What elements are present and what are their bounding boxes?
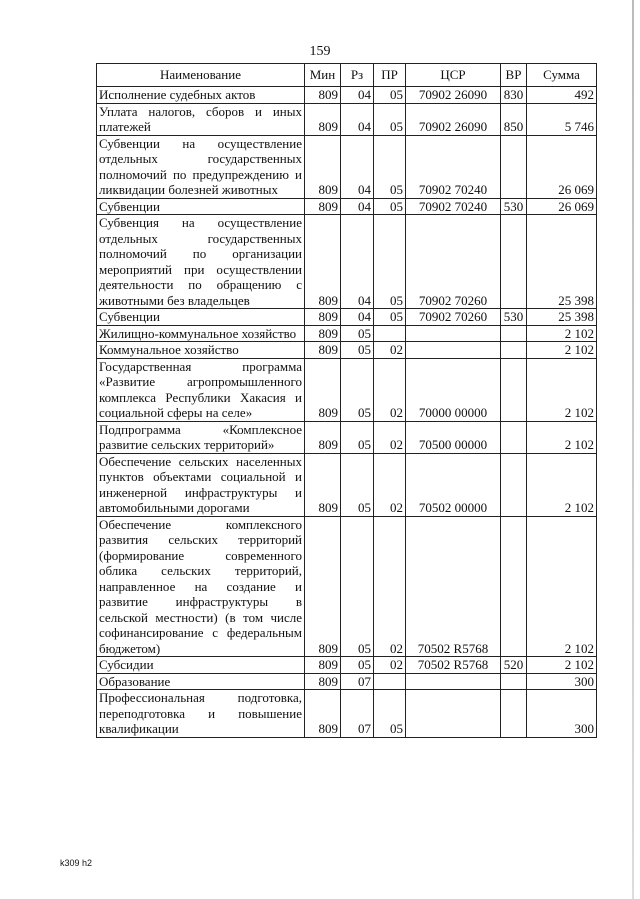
table-row [97, 657, 597, 674]
row-sum: 5 746 [527, 103, 597, 135]
row-sum: 26 069 [527, 198, 597, 215]
row-vr [501, 342, 527, 359]
row-csr: 70902 70260 [406, 215, 501, 309]
row-vr [501, 453, 527, 516]
table-row [97, 325, 597, 342]
row-rz: 05 [341, 358, 374, 421]
footer-code: k309 h2 [60, 858, 93, 868]
table-row [97, 673, 597, 690]
row-sum: 2 102 [527, 657, 597, 674]
row-name: Субвенции [97, 198, 305, 215]
row-rz: 04 [341, 103, 374, 135]
row-rz: 04 [341, 198, 374, 215]
row-name: Исполнение судебных актов [97, 87, 305, 104]
table-row [97, 309, 597, 326]
row-rz: 04 [341, 135, 374, 198]
row-rz: 04 [341, 215, 374, 309]
header-vr: ВР [501, 64, 527, 87]
row-sum: 2 102 [527, 342, 597, 359]
row-vr: 530 [501, 309, 527, 326]
row-name: Профессиональная подготовка, переподготовка и повышение квалификации [97, 690, 305, 738]
row-rz: 05 [341, 657, 374, 674]
row-rz: 05 [341, 516, 374, 657]
row-rz: 07 [341, 690, 374, 738]
row-vr [501, 135, 527, 198]
row-pr: 05 [374, 103, 406, 135]
row-pr: 02 [374, 516, 406, 657]
row-min: 809 [305, 453, 341, 516]
row-min: 809 [305, 215, 341, 309]
row-name: Жилищно-коммунальное хозяйство [97, 325, 305, 342]
row-sum: 300 [527, 673, 597, 690]
header-pr: ПР [374, 64, 406, 87]
row-name: Субвенция на осуществление отдельных государственных полномочий по организации мероприятий при осуществлении деятельности по обращению с животными без владельцев [97, 215, 305, 309]
table-row [97, 421, 597, 453]
row-pr: 05 [374, 309, 406, 326]
row-csr: 70902 70240 [406, 198, 501, 215]
table-row [97, 453, 597, 516]
row-pr: 05 [374, 87, 406, 104]
row-pr [374, 673, 406, 690]
row-csr: 70000 00000 [406, 358, 501, 421]
row-sum: 25 398 [527, 215, 597, 309]
row-vr [501, 690, 527, 738]
row-vr: 520 [501, 657, 527, 674]
row-vr [501, 358, 527, 421]
row-pr: 02 [374, 421, 406, 453]
row-min: 809 [305, 516, 341, 657]
row-sum: 300 [527, 690, 597, 738]
row-csr: 70500 00000 [406, 421, 501, 453]
row-csr: 70902 26090 [406, 103, 501, 135]
row-csr [406, 342, 501, 359]
table-row [97, 358, 597, 421]
row-pr: 05 [374, 135, 406, 198]
row-vr [501, 516, 527, 657]
row-min: 809 [305, 87, 341, 104]
row-name: Обеспечение комплексного развития сельских территорий (формирование современного облика сельских территорий, направленное на создание и развитие инфраструктуры в сельской местности) (в том числе софинансирование с федеральным бюджетом) [97, 516, 305, 657]
table-row [97, 87, 597, 104]
row-rz: 05 [341, 325, 374, 342]
row-name: Государственная программа «Развитие агропромышленного комплекса Республики Хакасия и социальной сферы на селе» [97, 358, 305, 421]
row-sum: 2 102 [527, 453, 597, 516]
row-min: 809 [305, 198, 341, 215]
header-min: Мин [305, 64, 341, 87]
row-rz: 05 [341, 421, 374, 453]
row-vr [501, 673, 527, 690]
row-min: 809 [305, 342, 341, 359]
row-min: 809 [305, 309, 341, 326]
row-name: Коммунальное хозяйство [97, 342, 305, 359]
row-min: 809 [305, 135, 341, 198]
table-row [97, 215, 597, 309]
header-sum: Сумма [527, 64, 597, 87]
row-csr: 70502 R5768 [406, 516, 501, 657]
row-rz: 04 [341, 87, 374, 104]
row-min: 809 [305, 690, 341, 738]
row-rz: 07 [341, 673, 374, 690]
row-sum: 2 102 [527, 516, 597, 657]
row-name: Подпрограмма «Комплексное развитие сельских территорий» [97, 421, 305, 453]
table-row [97, 342, 597, 359]
row-vr [501, 421, 527, 453]
row-csr [406, 690, 501, 738]
row-pr: 02 [374, 342, 406, 359]
row-csr: 70902 26090 [406, 87, 501, 104]
table-row [97, 516, 597, 657]
row-rz: 05 [341, 453, 374, 516]
row-name: Субвенции на осуществление отдельных государственных полномочий по предупреждению и ликвидации болезней животных [97, 135, 305, 198]
row-csr [406, 325, 501, 342]
row-vr [501, 325, 527, 342]
row-pr: 02 [374, 657, 406, 674]
header-rz: Рз [341, 64, 374, 87]
row-pr: 02 [374, 358, 406, 421]
row-vr: 830 [501, 87, 527, 104]
header-name: Наименование [97, 64, 305, 87]
row-name: Уплата налогов, сборов и иных платежей [97, 103, 305, 135]
row-sum: 25 398 [527, 309, 597, 326]
row-sum: 2 102 [527, 325, 597, 342]
row-min: 809 [305, 325, 341, 342]
row-pr: 02 [374, 453, 406, 516]
row-csr: 70502 R5768 [406, 657, 501, 674]
row-min: 809 [305, 657, 341, 674]
row-csr: 70902 70240 [406, 135, 501, 198]
page-number: 159 [309, 44, 331, 59]
row-name: Обеспечение сельских населенных пунктов объектами социальной и инженерной инфраструктуры и автомобильными дорогами [97, 453, 305, 516]
table-row [97, 690, 597, 738]
row-pr: 05 [374, 198, 406, 215]
row-rz: 05 [341, 342, 374, 359]
header-csr: ЦСР [406, 64, 501, 87]
table-row [97, 103, 597, 135]
row-csr [406, 673, 501, 690]
row-csr: 70902 70260 [406, 309, 501, 326]
table-row [97, 135, 597, 198]
row-vr: 850 [501, 103, 527, 135]
row-vr [501, 215, 527, 309]
budget-table [96, 63, 597, 738]
row-name: Субсидии [97, 657, 305, 674]
row-name: Субвенции [97, 309, 305, 326]
row-csr: 70502 00000 [406, 453, 501, 516]
row-rz: 04 [341, 309, 374, 326]
row-min: 809 [305, 421, 341, 453]
row-min: 809 [305, 358, 341, 421]
row-min: 809 [305, 673, 341, 690]
row-vr: 530 [501, 198, 527, 215]
table-row [97, 198, 597, 215]
row-min: 809 [305, 103, 341, 135]
row-pr: 05 [374, 215, 406, 309]
row-sum: 492 [527, 87, 597, 104]
table-header-row [97, 64, 597, 87]
row-name: Образование [97, 673, 305, 690]
row-sum: 2 102 [527, 421, 597, 453]
row-sum: 26 069 [527, 135, 597, 198]
scan-edge [632, 0, 634, 899]
row-pr [374, 325, 406, 342]
row-pr: 05 [374, 690, 406, 738]
row-sum: 2 102 [527, 358, 597, 421]
